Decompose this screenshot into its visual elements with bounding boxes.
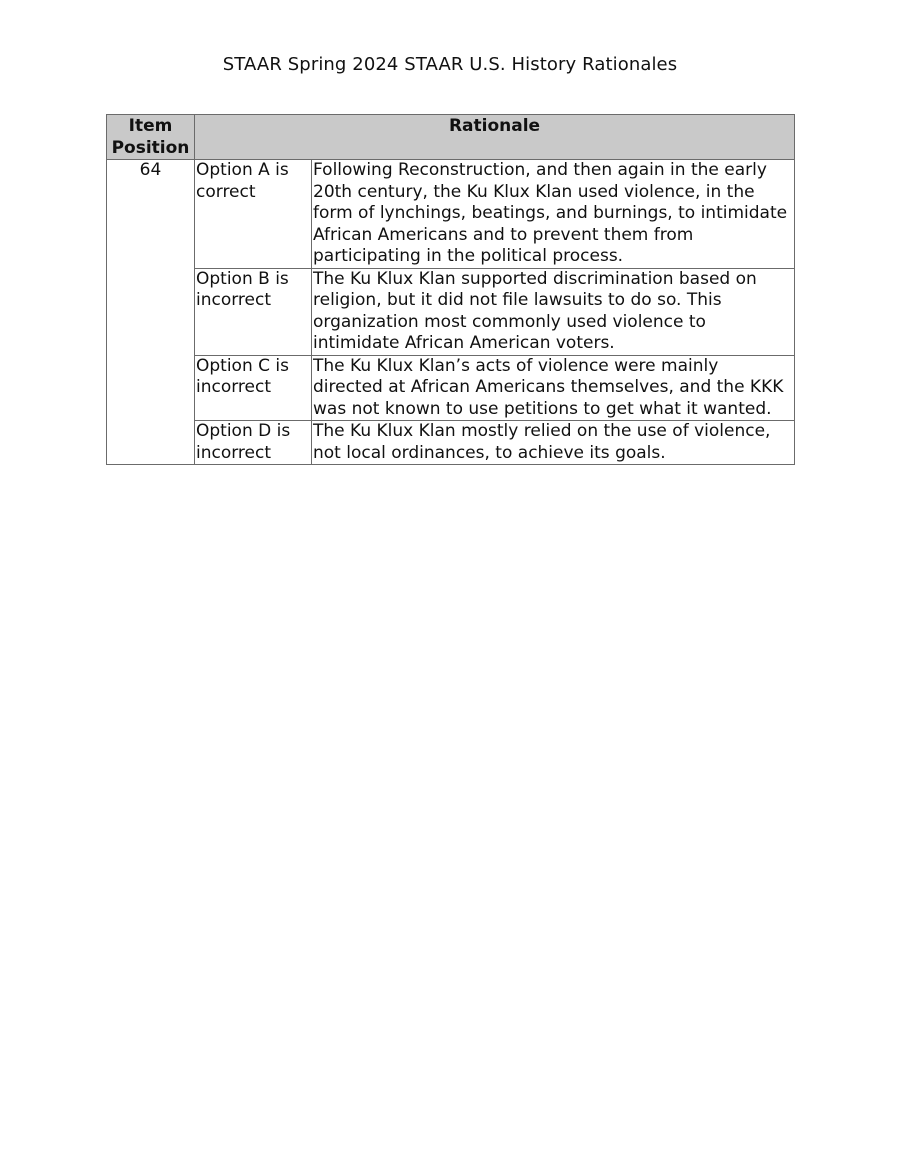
page-title: STAAR Spring 2024 STAAR U.S. History Rationales <box>222 54 678 75</box>
option-label: Option B is incorrect <box>195 268 312 355</box>
rationale-text: The Ku Klux Klan mostly relied on the use of violence, not local ordinances, to achieve its goals. <box>312 421 795 465</box>
rationale-text: The Ku Klux Klan’s acts of violence were mainly directed at African Americans themselves, and the KKK was not known to use petitions to get what it wanted. <box>312 355 795 421</box>
rationale-table <box>106 114 795 465</box>
table-row <box>107 160 795 269</box>
rationale-text: The Ku Klux Klan supported discrimination based on religion, but it did not file lawsuits to do so. This organization most commonly used violence to intimidate African American voters. <box>312 268 795 355</box>
header-rationale: Rationale <box>195 115 795 160</box>
table-header-row <box>107 115 795 160</box>
option-label: Option A is correct <box>195 160 312 269</box>
table-row <box>107 268 795 355</box>
rationale-text: Following Reconstruction, and then again in the early 20th century, the Ku Klux Klan used violence, in the form of lynchings, beatings, and burnings, to intimidate African Americans and to prevent them from participating in the political process. <box>312 160 795 269</box>
item-position-value: 64 <box>107 160 195 465</box>
option-label: Option C is incorrect <box>195 355 312 421</box>
header-item-position: Item Position <box>107 115 195 160</box>
option-label: Option D is incorrect <box>195 421 312 465</box>
table-row <box>107 421 795 465</box>
table-row <box>107 355 795 421</box>
